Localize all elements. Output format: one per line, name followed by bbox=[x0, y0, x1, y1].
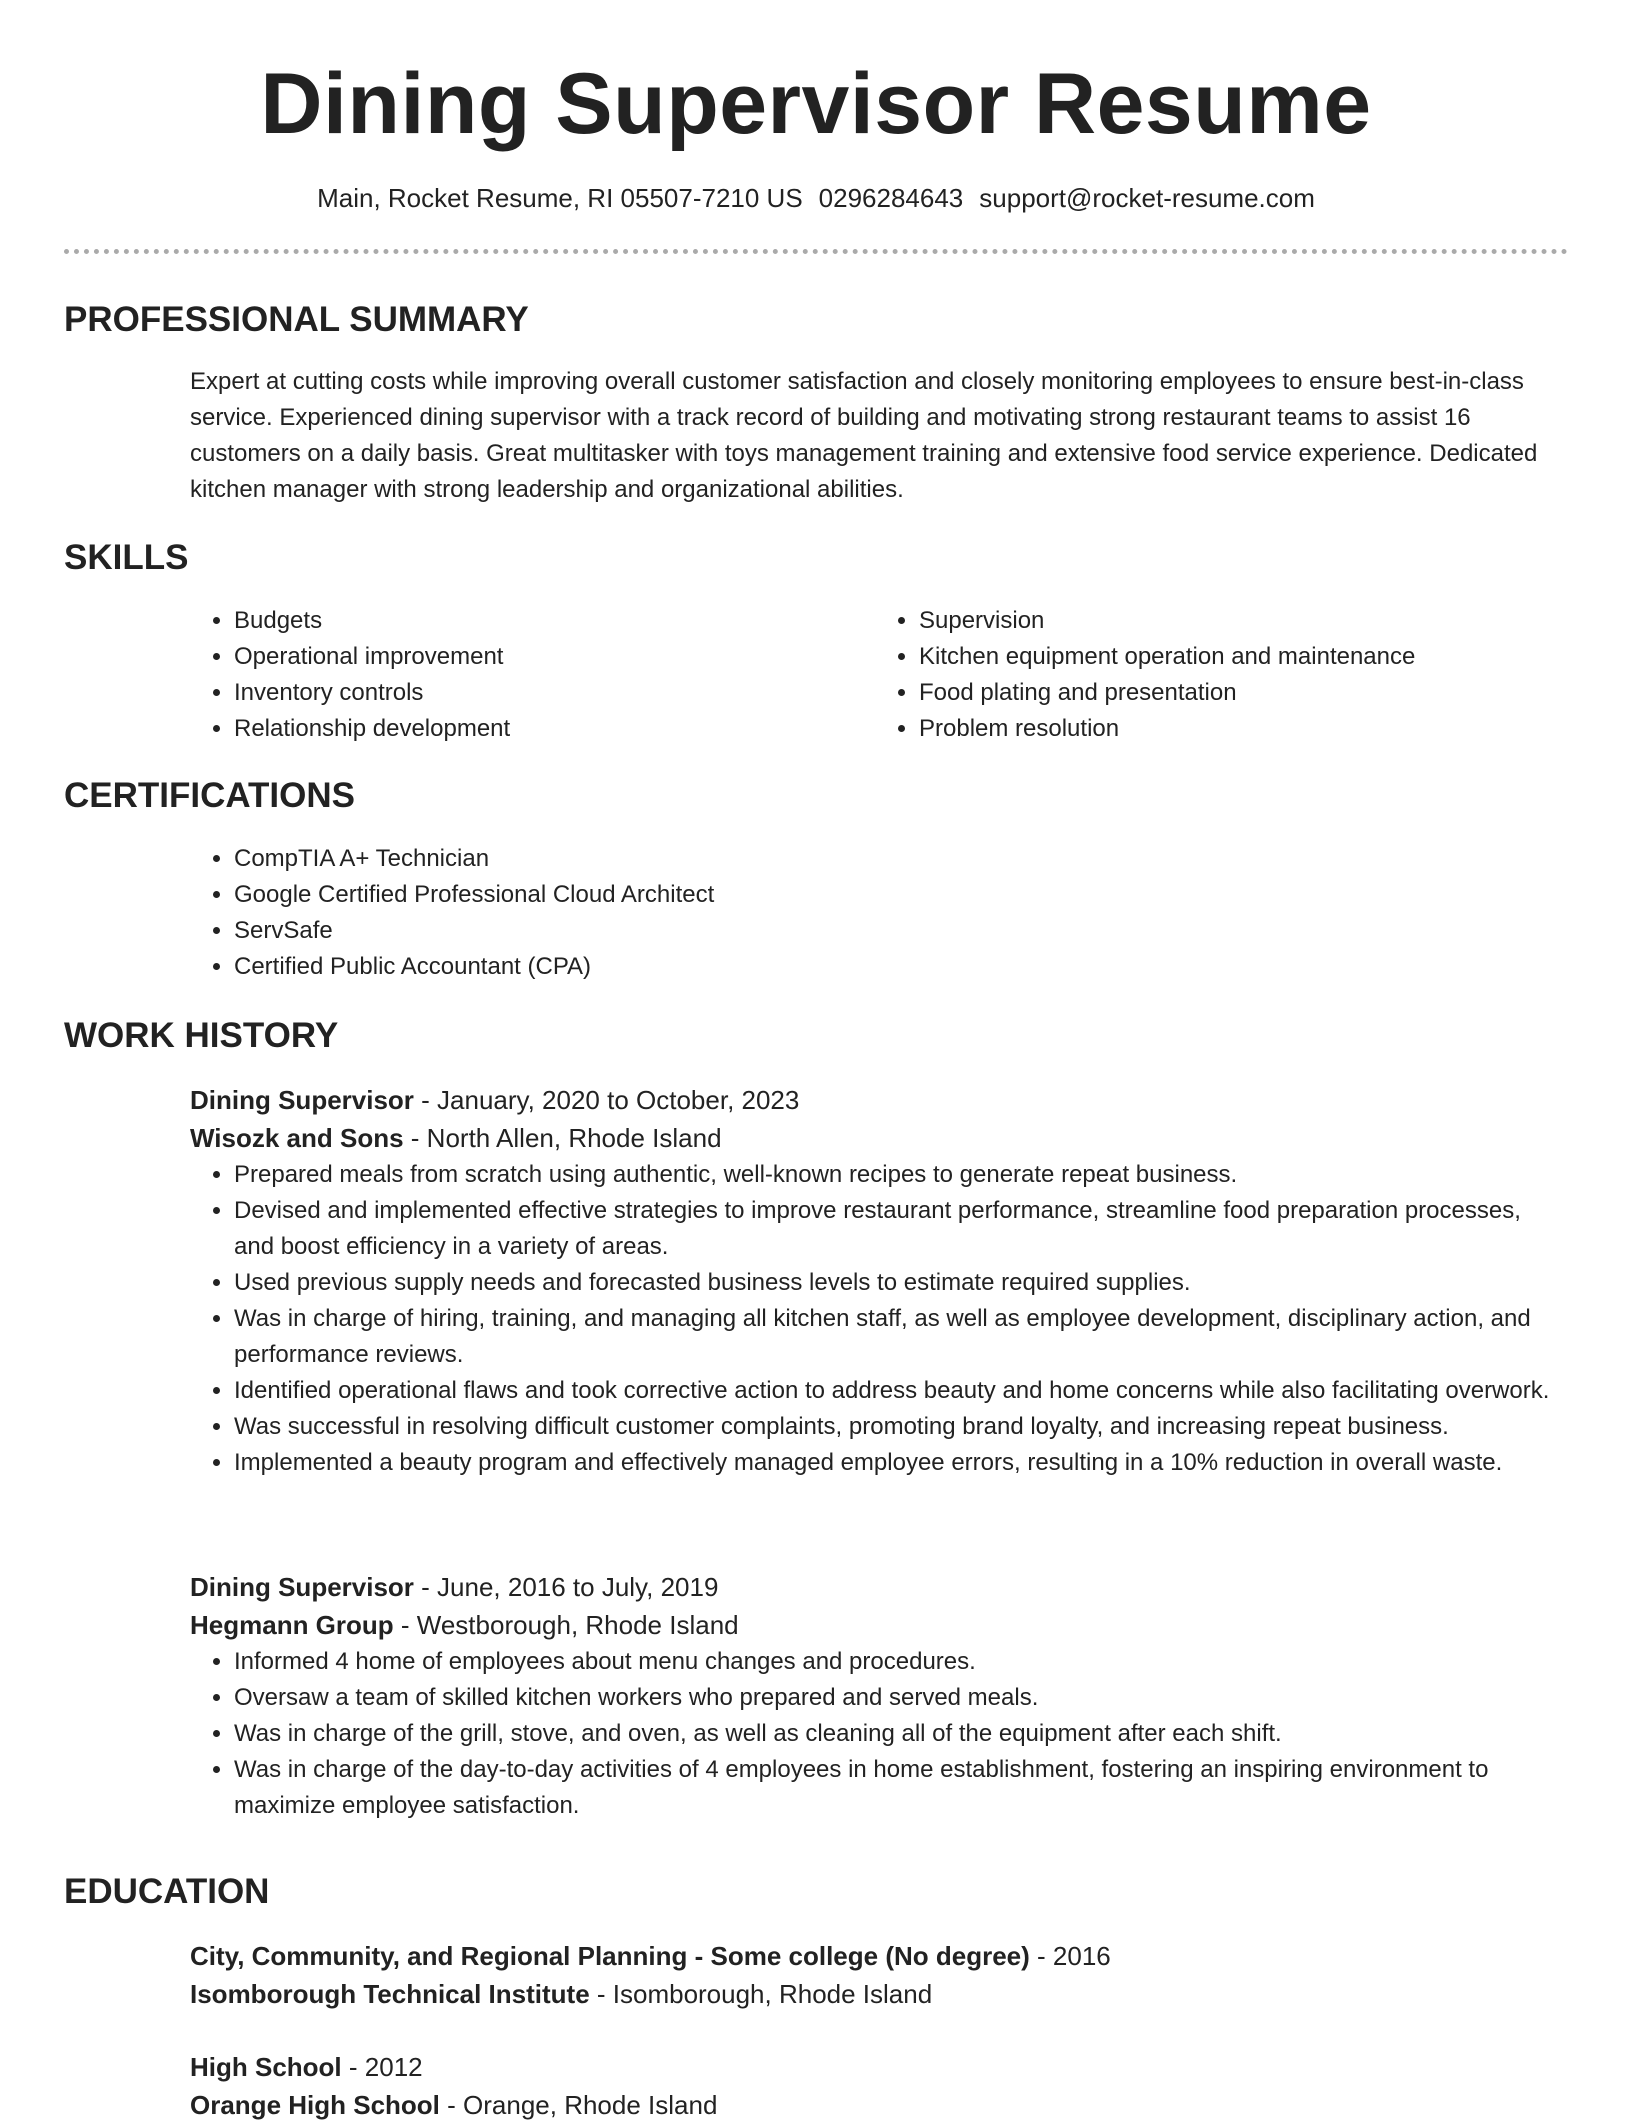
education-degree-line bbox=[190, 2048, 1560, 2086]
summary-heading: PROFESSIONAL SUMMARY bbox=[64, 300, 529, 339]
job-company: Hegmann Group bbox=[190, 1610, 394, 1640]
job-duty: • Prepared meals from scratch using authentic, well-known recipes to generate repeat business. bbox=[234, 1157, 1560, 1193]
job-duty: • Informed 4 home of employees about menu changes and procedures. bbox=[234, 1644, 1560, 1680]
job-entry bbox=[190, 1081, 1560, 1481]
contact-phone: 0296284643 bbox=[818, 183, 964, 213]
job-dates: - January, 2020 to October, 2023 bbox=[413, 1085, 800, 1115]
job-duty: • Was successful in resolving difficult customer complaints, promoting brand loyalty, and increasing repeat business. bbox=[234, 1409, 1560, 1445]
skills-list-left bbox=[190, 603, 875, 747]
skill-item: • Problem resolution bbox=[919, 711, 1560, 747]
job-title: Dining Supervisor bbox=[190, 1085, 414, 1115]
contact-address: Main, Rocket Resume, RI 05507-7210 US bbox=[317, 183, 803, 213]
job-duty: • Implemented a beauty program and effectively managed employee errors, resulting in a 10% reduction in overall waste. bbox=[234, 1445, 1560, 1481]
education-entry bbox=[190, 2048, 1560, 2124]
job-duty: • Devised and implemented effective strategies to improve restaurant performance, streamline food preparation processes, and boost efficiency in a variety of areas. bbox=[234, 1193, 1560, 1265]
summary-section bbox=[190, 364, 1560, 508]
job-duty: • Was in charge of hiring, training, and managing all kitchen staff, as well as employee development, disciplinary action, and performance reviews. bbox=[234, 1301, 1560, 1373]
education-degree: City, Community, and Regional Planning - Some college (No degree) bbox=[190, 1941, 1030, 1971]
skill-item: • Relationship development bbox=[234, 711, 875, 747]
education-location: - Orange, Rhode Island bbox=[439, 2090, 718, 2120]
certifications-list bbox=[190, 841, 1560, 985]
summary-text: Expert at cutting costs while improving overall customer satisfaction and closely monitoring employees to ensure best-in-class service. Experienced dining supervisor with a track record of building and motivating strong restaurant teams to assist 16 customers on a daily basis. Great multitasker with toys management training and extensive food service experience. Dedicated kitchen manager with strong leadership and organizational abilities. bbox=[190, 368, 1538, 503]
skill-item: • Budgets bbox=[234, 603, 875, 639]
job-entry bbox=[190, 1568, 1560, 1824]
skills-list-right bbox=[875, 603, 1560, 747]
certification-item: • ServSafe bbox=[234, 913, 1560, 949]
education-year: - 2016 bbox=[1029, 1941, 1111, 1971]
header-divider bbox=[64, 249, 1568, 254]
job-duty: • Identified operational flaws and took corrective action to address beauty and home concerns while also facilitating overwork. bbox=[234, 1373, 1560, 1409]
skill-item: • Supervision bbox=[919, 603, 1560, 639]
certification-item: • CompTIA A+ Technician bbox=[234, 841, 1560, 877]
job-title: Dining Supervisor bbox=[190, 1572, 414, 1602]
contact-email: support@rocket-resume.com bbox=[979, 183, 1315, 213]
education-year: - 2012 bbox=[341, 2052, 423, 2082]
education-heading: EDUCATION bbox=[64, 1872, 270, 1911]
education-entry bbox=[190, 1937, 1560, 2013]
education-degree: High School bbox=[190, 2052, 342, 2082]
education-school-line bbox=[190, 1975, 1560, 2013]
education-school: Isomborough Technical Institute bbox=[190, 1979, 590, 2009]
skill-item: • Food plating and presentation bbox=[919, 675, 1560, 711]
job-company-line bbox=[190, 1119, 1560, 1157]
job-title-line bbox=[190, 1081, 1560, 1119]
job-dates: - June, 2016 to July, 2019 bbox=[413, 1572, 719, 1602]
skills-heading: SKILLS bbox=[64, 538, 189, 577]
skill-item: • Inventory controls bbox=[234, 675, 875, 711]
job-location: - Westborough, Rhode Island bbox=[393, 1610, 739, 1640]
certifications-heading: CERTIFICATIONS bbox=[64, 776, 356, 815]
skill-item: • Kitchen equipment operation and maintenance bbox=[919, 639, 1560, 675]
job-location: - North Allen, Rhode Island bbox=[403, 1123, 722, 1153]
skill-item: • Operational improvement bbox=[234, 639, 875, 675]
education-school: Orange High School bbox=[190, 2090, 440, 2120]
education-school-line bbox=[190, 2086, 1560, 2124]
education-degree-line bbox=[190, 1937, 1560, 1975]
job-company-line bbox=[190, 1606, 1560, 1644]
job-title-line bbox=[190, 1568, 1560, 1606]
resume-title: Dining Supervisor Resume bbox=[260, 56, 1372, 152]
job-duties-list bbox=[190, 1644, 1560, 1824]
job-duties-list bbox=[190, 1157, 1560, 1481]
certification-item: • Certified Public Accountant (CPA) bbox=[234, 949, 1560, 985]
certification-item: • Google Certified Professional Cloud Architect bbox=[234, 877, 1560, 913]
skills-section bbox=[190, 603, 1560, 747]
job-company: Wisozk and Sons bbox=[190, 1123, 404, 1153]
job-duty: • Was in charge of the day-to-day activities of 4 employees in home establishment, fostering an inspiring environment to maximize employee satisfaction. bbox=[234, 1752, 1560, 1824]
job-duty: • Was in charge of the grill, stove, and oven, as well as cleaning all of the equipment after each shift. bbox=[234, 1716, 1560, 1752]
job-duty: • Used previous supply needs and forecasted business levels to estimate required supplies. bbox=[234, 1265, 1560, 1301]
certifications-section bbox=[190, 841, 1560, 985]
education-location: - Isomborough, Rhode Island bbox=[589, 1979, 933, 2009]
work-history-heading: WORK HISTORY bbox=[64, 1016, 339, 1055]
job-duty: • Oversaw a team of skilled kitchen workers who prepared and served meals. bbox=[234, 1680, 1560, 1716]
contact-line bbox=[0, 180, 1632, 216]
